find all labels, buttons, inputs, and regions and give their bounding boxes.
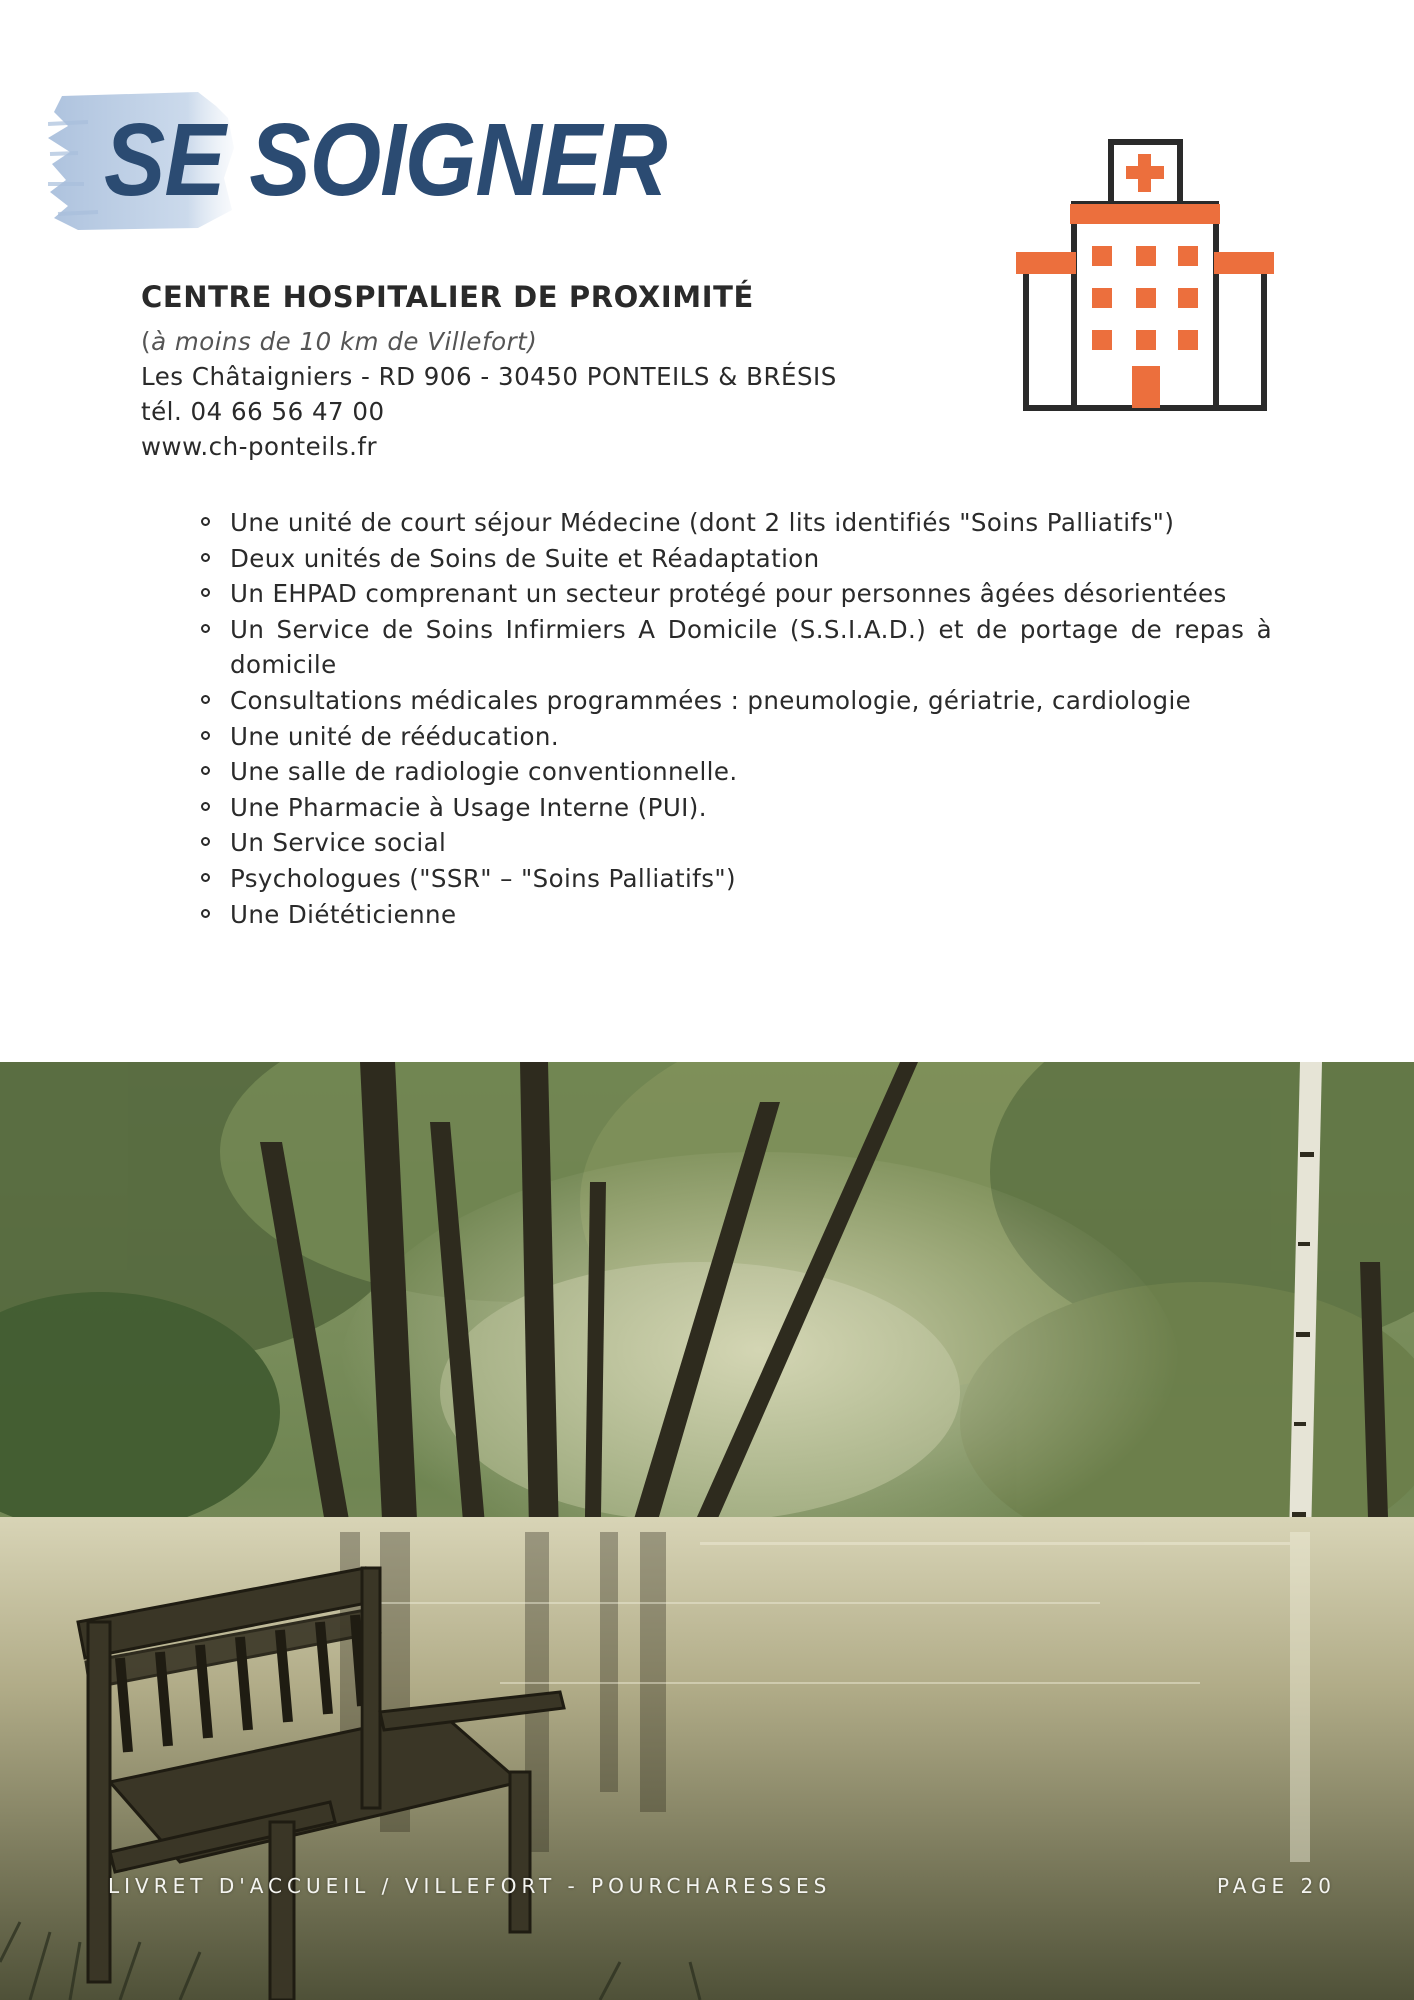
list-item xyxy=(230,861,1272,897)
list-item xyxy=(230,754,1272,790)
list-item xyxy=(230,505,1272,541)
list-item-text: Deux unités de Soins de Suite et Réadaptation xyxy=(230,543,820,573)
distance-text: à moins de 10 km de Villefort) xyxy=(151,327,538,356)
footer-booklet-title: LIVRET D'ACCUEIL / VILLEFORT - POURCHARESSES xyxy=(108,1874,832,1898)
page-header xyxy=(48,88,667,238)
footer-page-number: PAGE 20 xyxy=(1216,1874,1336,1898)
list-item-text: Une unité de court séjour Médecine (dont 2 lits identifiés "Soins Palliatifs") xyxy=(230,508,1175,537)
bullet-icon xyxy=(201,766,210,775)
hospital-address: Les Châtaigniers - RD 906 - 30450 PONTEILS & BRÉSIS xyxy=(141,362,837,391)
hospital-distance xyxy=(141,324,1041,359)
bullet-icon xyxy=(201,624,210,633)
photo-illustration xyxy=(0,1062,1414,2000)
bullet-icon xyxy=(201,909,210,918)
list-item xyxy=(230,683,1272,719)
flooded-forest-photo xyxy=(0,1062,1414,2000)
list-item xyxy=(230,897,1272,933)
bullet-icon xyxy=(201,837,210,846)
bullet-icon xyxy=(201,802,210,811)
list-item xyxy=(230,825,1272,861)
bullet-icon xyxy=(201,695,210,704)
list-item xyxy=(230,541,1272,577)
hospital-phone: tél. 04 66 56 47 00 xyxy=(141,397,385,426)
distance-paren: ( xyxy=(141,327,152,356)
hospital-building-icon xyxy=(1014,138,1276,414)
list-item-text: Un EHPAD comprenant un secteur protégé pour personnes âgées désorientées xyxy=(230,579,1227,609)
bullet-icon xyxy=(201,588,210,597)
hospital-name: CENTRE HOSPITALIER DE PROXIMITÉ xyxy=(141,280,754,314)
bullet-icon xyxy=(201,873,210,882)
bullet-icon xyxy=(201,517,210,526)
hospital-info xyxy=(141,280,1041,464)
list-item xyxy=(230,612,1272,683)
list-item-text: Psychologues ("SSR" – "Soins Palliatifs") xyxy=(230,863,736,893)
list-item-text: Une unité de rééducation. xyxy=(230,721,560,751)
list-item-text: Une Diététicienne xyxy=(230,899,457,929)
list-item-text: Un Service de Soins Infirmiers A Domicile (S.S.I.A.D.) et de portage de repas à domicile xyxy=(230,614,1272,680)
list-item xyxy=(230,719,1272,755)
services-list xyxy=(230,505,1272,932)
list-item xyxy=(230,790,1272,826)
bullet-icon xyxy=(201,553,210,562)
list-item xyxy=(230,576,1272,612)
list-item-text: Consultations médicales programmées : pneumologie, gériatrie, cardiologie xyxy=(230,685,1192,715)
bullet-icon xyxy=(201,731,210,740)
list-item-text: Une Pharmacie à Usage Interne (PUI). xyxy=(230,792,707,822)
list-item-text: Un Service social xyxy=(230,828,447,858)
page-title: SE SOIGNER xyxy=(104,103,667,218)
hospital-website[interactable]: www.ch-ponteils.fr xyxy=(141,432,378,461)
list-item-text: Une salle de radiologie conventionnelle. xyxy=(230,757,738,787)
